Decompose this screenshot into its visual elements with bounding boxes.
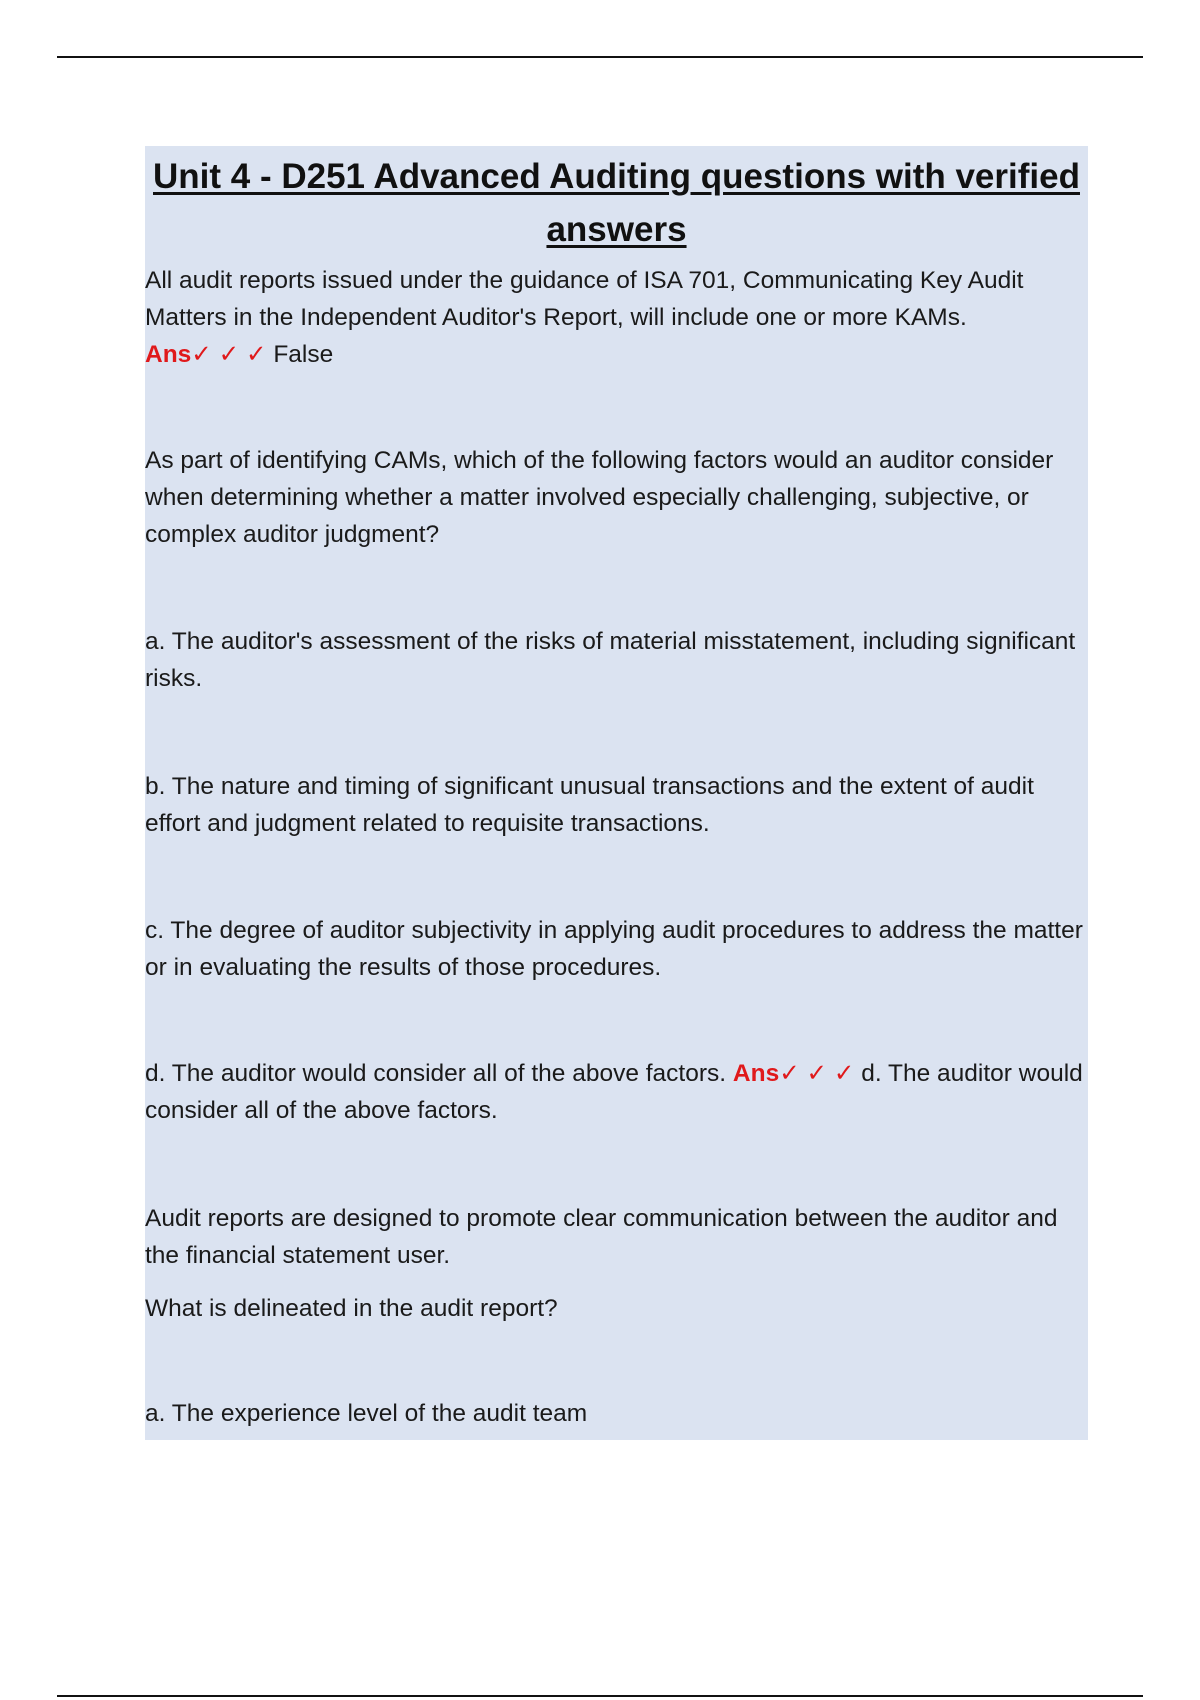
- verified-check-icon: ✓ ✓ ✓: [779, 1060, 855, 1087]
- answer-text: d. The auditor would consider all of the above factors.: [145, 1060, 1083, 1124]
- bottom-rule: [57, 1695, 1143, 1697]
- option-a: a. The experience level of the audit team: [145, 1400, 588, 1427]
- option-d: [145, 1055, 1088, 1129]
- top-rule: [57, 56, 1143, 58]
- question-1: [145, 262, 1088, 373]
- answer-text: False: [273, 341, 334, 368]
- option-d-text: d. The auditor would consider all of the above factors.: [145, 1060, 727, 1087]
- answer-label: Ans: [732, 1060, 780, 1087]
- question-1-text: All audit reports issued under the guidance of ISA 701, Communicating Key Audit Matters in the Independent Auditor's Report, will include one or more KAMs.: [145, 267, 1024, 331]
- question-3-prompt: What is delineated in the audit report?: [145, 1295, 558, 1322]
- option-c: c. The degree of auditor subjectivity in applying audit procedures to address the matter or in evaluating the results of those procedures.: [145, 917, 1083, 981]
- question-3: Audit reports are designed to promote clear communication between the auditor and the financial statement user.: [145, 1205, 1058, 1269]
- question-2: As part of identifying CAMs, which of the following factors would an auditor consider when determining whether a matter involved especially challenging, subjective, or complex auditor judgment?: [145, 447, 1054, 548]
- option-b: b. The nature and timing of significant unusual transactions and the extent of audit effort and judgment related to requisite transactions.: [145, 773, 1034, 837]
- answer-label: Ans: [145, 341, 192, 368]
- verified-check-icon: ✓ ✓ ✓: [191, 341, 267, 368]
- document-content: [145, 146, 1088, 1440]
- document-title: Unit 4 - D251 Advanced Auditing questions with verified answers: [153, 157, 1080, 249]
- option-a: a. The auditor's assessment of the risks of material misstatement, including significant risks.: [145, 628, 1076, 692]
